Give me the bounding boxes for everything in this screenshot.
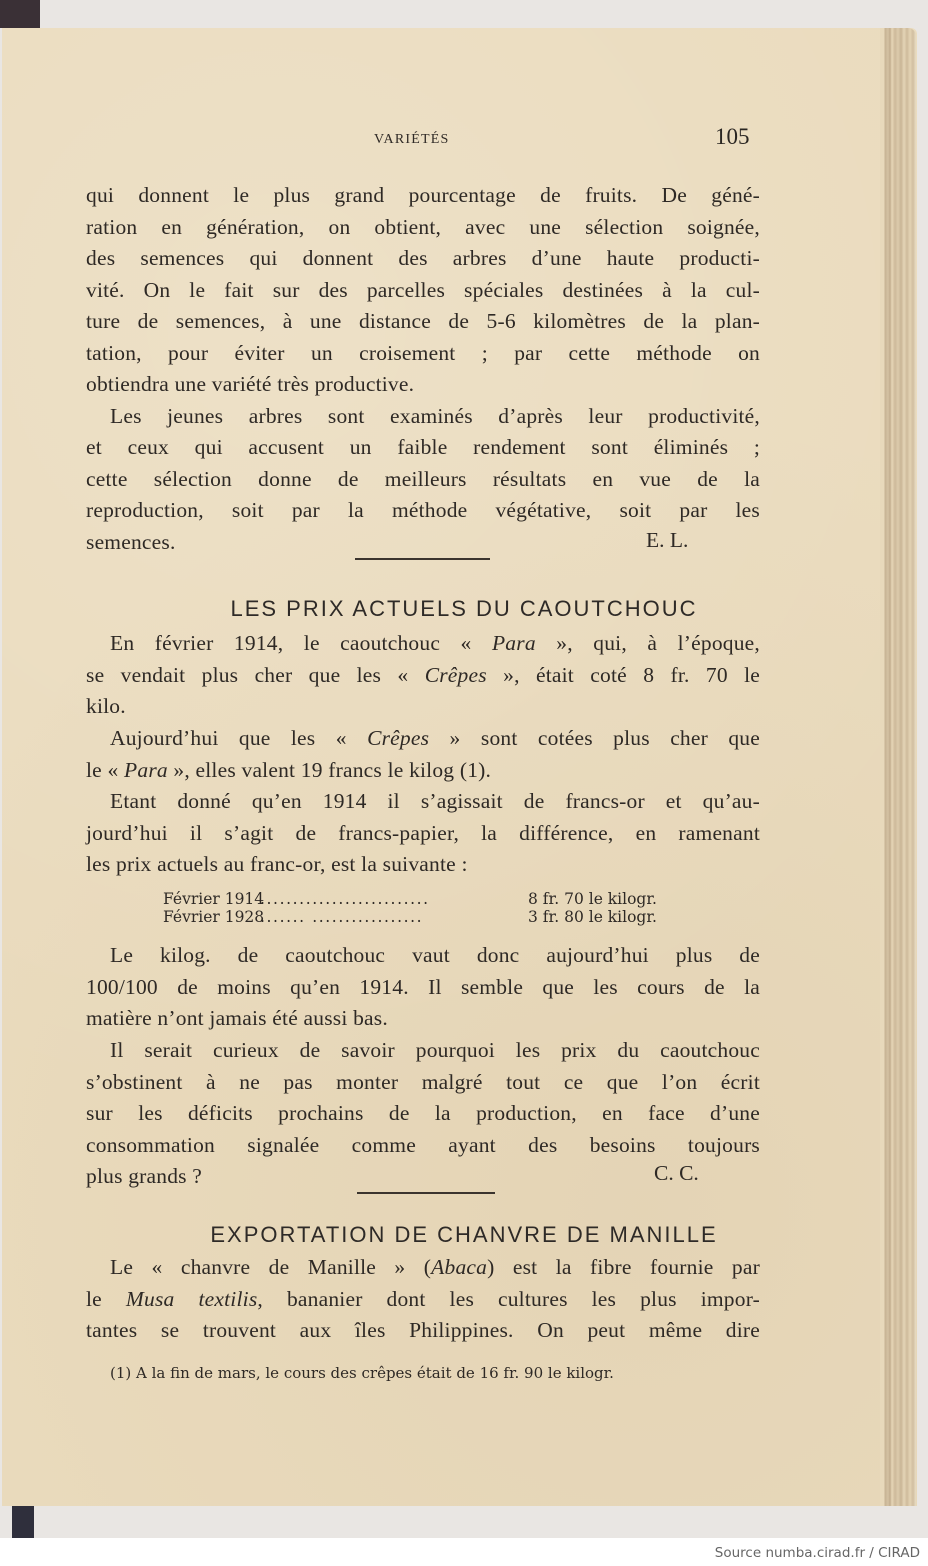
text-line: sur les déficits prochains de la production, en face d’une xyxy=(86,1101,760,1125)
text-line: kilo. xyxy=(86,694,126,718)
leader-dots: ....... ................. xyxy=(260,908,424,926)
text-line: des semences qui donnent des arbres d’une haute producti- xyxy=(86,246,760,270)
text-line: matière n’ont jamais été aussi bas. xyxy=(86,1006,388,1030)
running-head: VARIÉTÉS xyxy=(374,132,450,147)
price-date: Février 1928 xyxy=(163,908,265,926)
signature-el: E. L. xyxy=(646,528,689,552)
text-line: ture de semences, à une distance de 5-6 kilomètres de la plan- xyxy=(86,309,760,333)
price-date: Février 1914 xyxy=(163,890,265,908)
text-line: le Musa textilis, bananier dont les cultures les plus impor- xyxy=(86,1287,760,1311)
price-value: 3 fr. 80 le kilogr. xyxy=(528,908,657,926)
text-line: Aujourd’hui que les « Crêpes » sont cotées plus cher que xyxy=(110,726,760,750)
text-line: reproduction, soit par la méthode végétative, soit par les xyxy=(86,498,760,522)
text-line: tantes se trouvent aux îles Philippines. On peut même dire xyxy=(86,1318,760,1342)
leader-dots: .......................... xyxy=(260,890,430,908)
footnote: (1) A la fin de mars, le cours des crêpes était de 16 fr. 90 le kilogr. xyxy=(110,1364,614,1382)
text-line: Le « chanvre de Manille » (Abaca) est la fibre fournie par xyxy=(110,1255,760,1279)
text-line: cette sélection donne de meilleurs résultats en vue de la xyxy=(86,466,760,491)
text-line: semences. xyxy=(86,529,176,554)
text-line: plus grands ? xyxy=(86,1164,203,1188)
text-line: tation, pour éviter un croisement ; par cette méthode on xyxy=(86,340,760,365)
text-line: Etant donné qu’en 1914 il s’agissait de francs-or et qu’au- xyxy=(110,789,760,813)
text-line: vité. On le fait sur des parcelles spéciales destinées à la cul- xyxy=(86,277,760,302)
text-line: Il serait curieux de savoir pourquoi les prix du caoutchouc xyxy=(110,1038,760,1062)
price-value: 8 fr. 70 le kilogr. xyxy=(528,890,657,908)
text-line: 100/100 de moins qu’en 1914. Il semble que les cours de la xyxy=(86,974,760,999)
text-line: se vendait plus cher que les « Crêpes », était coté 8 fr. 70 le xyxy=(86,662,760,687)
text-line: ration en génération, on obtient, avec une sélection soignée, xyxy=(86,214,760,239)
text-line: jourd’hui il s’agit de francs-papier, la différence, en ramenant xyxy=(86,820,760,845)
text-line: et ceux qui accusent un faible rendement sont éliminés ; xyxy=(86,435,760,459)
section-divider xyxy=(357,1192,495,1194)
text-line: qui donnent le plus grand pourcentage de fruits. De géné- xyxy=(86,183,760,207)
text-line: Le kilog. de caoutchouc vaut donc aujourd’hui plus de xyxy=(110,943,760,967)
text-line: s’obstinent à ne pas monter malgré tout ce que l’on écrit xyxy=(86,1069,760,1094)
section-divider xyxy=(355,558,490,560)
text-line: les prix actuels au franc-or, est la suivante : xyxy=(86,852,468,876)
signature-cc: C. C. xyxy=(654,1161,699,1185)
text-line: obtiendra une variété très productive. xyxy=(86,372,415,396)
section-heading-prix-caoutchouc: LES PRIX ACTUELS DU CAOUTCHOUC xyxy=(230,596,698,621)
text-line: le « Para », elles valent 19 francs le kilog (1). xyxy=(86,757,492,782)
scan-corner-top-left xyxy=(0,0,40,28)
page-edges xyxy=(880,28,916,1506)
page-number: 105 xyxy=(715,124,750,149)
section-heading-chanvre-manille: EXPORTATION DE CHANVRE DE MANILLE xyxy=(210,1222,718,1247)
text-line: En février 1914, le caoutchouc « Para », qui, à l’époque, xyxy=(110,631,760,655)
scan-corner-bottom-left xyxy=(12,1506,34,1538)
text-line: consommation signalée comme ayant des besoins toujours xyxy=(86,1132,760,1157)
text-line: Les jeunes arbres sont examinés d’après leur productivité, xyxy=(110,403,760,428)
source-caption: Source numba.cirad.fr / CIRAD xyxy=(714,1545,920,1561)
